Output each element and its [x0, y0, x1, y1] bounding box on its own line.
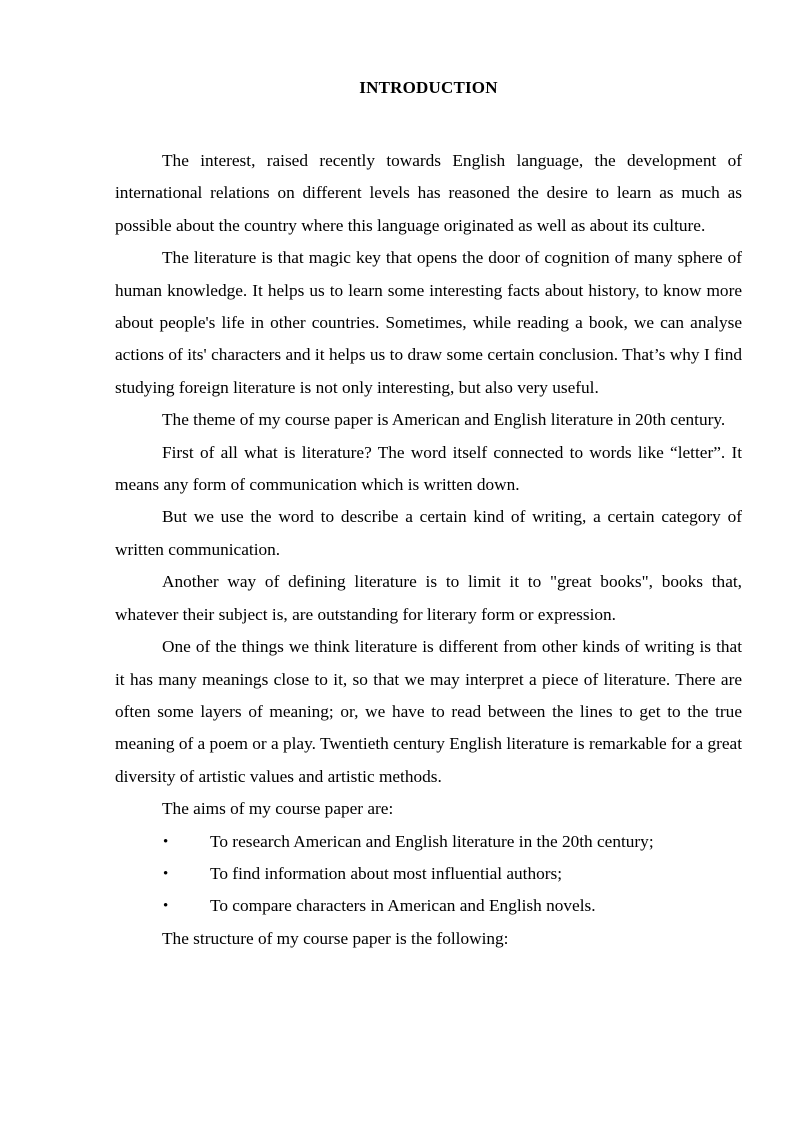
paragraph-meanings: One of the things we think literature is different from other kinds of writing is that it has many meanings close to it, so that we may interpret a piece of literature. There are often some layers of meaning; or, we have to read between the lines to get to the true meaning of a poem or a play. Twentieth century English literature is remarkable for a great diversity of artistic values and artistic methods. [115, 637, 742, 786]
page-title: INTRODUCTION [359, 78, 498, 97]
aims-list [115, 826, 742, 923]
document-body [115, 145, 742, 955]
bullet-icon: • [163, 833, 169, 850]
aim-text: To research American and English literature in the 20th century; [210, 831, 654, 851]
aim-text: To find information about most influential authors; [210, 863, 563, 883]
paragraph-theme: The theme of my course paper is American and English literature in 20th century. [162, 410, 726, 430]
paragraph-aims-intro: The aims of my course paper are: [162, 799, 394, 819]
paragraph-great-books: Another way of defining literature is to limit it to "great books", books that, whatever their subject is, are outstanding for literary form or expression. [115, 572, 742, 624]
list-item [115, 858, 742, 890]
list-item [115, 890, 742, 922]
aim-text: To compare characters in American and English novels. [210, 896, 596, 916]
bullet-icon: • [163, 898, 169, 915]
paragraph-definition: First of all what is literature? The word itself connected to words like “letter”. It means any form of communication which is written down. [115, 442, 742, 495]
paragraph-literature-key: The literature is that magic key that opens the door of cognition of many sphere of human knowledge. It helps us to learn some interesting facts about history, to know more about people's life in other countries. Sometimes, while reading a book, we can analyse actions of its' characters and it helps us to draw some certain conclusion. That’s why I find studying foreign literature is not only interesting, but also very useful. [115, 248, 742, 397]
bullet-icon: • [163, 865, 169, 882]
paragraph-word-usage: But we use the word to describe a certain kind of writing, a certain category of written communication. [115, 507, 742, 559]
list-item [115, 826, 742, 858]
paragraph-structure: The structure of my course paper is the following: [162, 928, 509, 948]
paragraph-interest: The interest, raised recently towards English language, the development of international relations on different levels has reasoned the desire to learn as much as possible about the country where this language originated as well as about its culture. [115, 151, 742, 235]
